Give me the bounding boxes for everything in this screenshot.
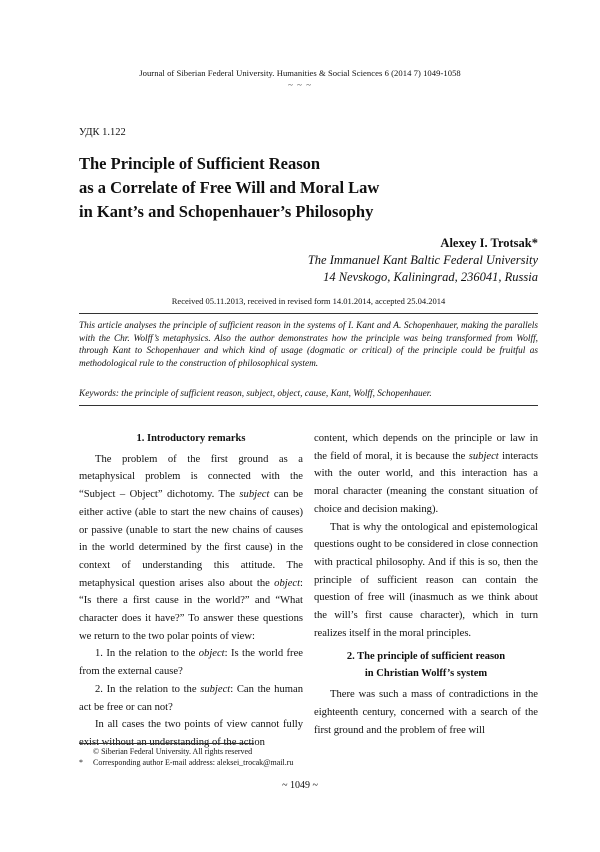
list-item-1 [79,645,303,680]
footnote-copyright [79,746,252,757]
text-run: 1. In the relation to the [95,648,199,660]
paragraph [314,430,538,519]
text-run: can be either active (able to start the new chains of causes) or passive (unable to start the new chains of causes in the world determined by the first cause) in the context of understanding this attitude. The metaphysical question arises also about the [79,489,303,589]
heading-line-2: in Christian Wolff’s system [364,668,488,680]
heading-line-1: 2. The principle of sufficient reason [346,651,506,663]
text-run: interacts with the outer world, and this interaction has a moral character (meaning the constant situation of choice and decision making). [314,450,538,515]
text-run: : “Is there a first cause in the world?” and “What character does it have?” To answer these questions we return to the two polar points of view: [79,577,303,642]
author-address: 14 Nevskogo, Kaliningrad, 236041, Russia [323,270,538,284]
paragraph [79,451,303,646]
keywords: Keywords: the principle of sufficient reason, subject, object, cause, Kant, Wolff, Schopenhauer. [79,389,432,399]
emphasis-subject: subject [200,683,231,695]
paragraph: There was such a mass of contradictions in the eighteenth century, concerned with a search of the first ground and the problem of free will [314,689,538,736]
section-heading-2 [314,648,538,682]
text-run: content, which depends on the principle or law in the field of moral, it is because the [314,433,538,462]
paragraph: That is why the ontological and epistemological questions ought to be considered in close connection with practical philosophy. And if this is so, then the principle of sufficient reason can contain the question of free will (inasmuch as we think about the will’s first cause character), which in turn realizes itself in the moral principles. [314,521,538,639]
footnote-rule [79,743,254,744]
author-name: Alexey I. Trotsak* [440,236,538,250]
abstract: This article analyses the principle of sufficient reason in the systems of I. Kant and A. Schopenhauer, making the parallels with the Chr. Wolff’s metaphysics. Also the author demonstrates how the principle was being transformed from Wolff, through Kant to Schopenhauer and which kind of usage (dogmatic or critical) of the principle could be fruitful as methodological rule to the construction of philosophical system. [79,321,538,370]
text-run: : Is the world free from the external cause? [79,648,303,678]
emphasis-subject: subject [468,450,499,462]
header-ornament: ~ ~ ~ [287,80,313,90]
paper-title [79,152,539,224]
right-column [314,430,538,740]
emphasis-object: object [198,648,225,660]
paragraph: In all cases the two points of view cannot fully exist without an understanding of the action [79,719,303,748]
text-run: : Can the human act be free or can not? [79,683,303,713]
author-block [308,235,538,286]
footnote-text: Corresponding author E-mail address: aleksei_trocak@mail.ru [93,758,294,767]
journal-header: Journal of Siberian Federal University. Humanities & Social Sciences 6 (2014 7) 1049-1058 [139,68,461,78]
title-line-1: The Principle of Sufficient Reason [79,154,321,173]
emphasis-subject: subject [239,489,270,501]
emphasis-object: object [274,577,301,589]
author-affiliation: The Immanuel Kant Baltic Federal University [307,253,538,267]
page-number: ~ 1049 ~ [282,780,318,791]
list-item-2 [79,681,303,716]
title-line-3: in Kant’s and Schopenhauer’s Philosophy [79,202,374,221]
text-run: 2. In the relation to the [95,683,201,695]
footnote-corresponding [79,757,293,768]
section-heading-1: 1. Introductory remarks [136,433,246,444]
title-line-2: as a Correlate of Free Will and Moral Law [79,178,380,197]
footnote-mark: * [79,758,83,767]
footnote-text: © Siberian Federal University. All rights reserved [93,747,253,756]
udk-code: УДК 1.122 [79,127,126,138]
text-run: The problem of the first ground as a metaphysical problem is connected with the “Subject – Object” dichotomy. The [79,453,303,501]
abstract-top-rule [79,313,538,314]
left-column [79,430,303,752]
received-dates: Received 05.11.2013, received in revised form 14.01.2014, accepted 25.04.2014 [171,296,446,306]
abstract-bottom-rule [79,405,538,406]
